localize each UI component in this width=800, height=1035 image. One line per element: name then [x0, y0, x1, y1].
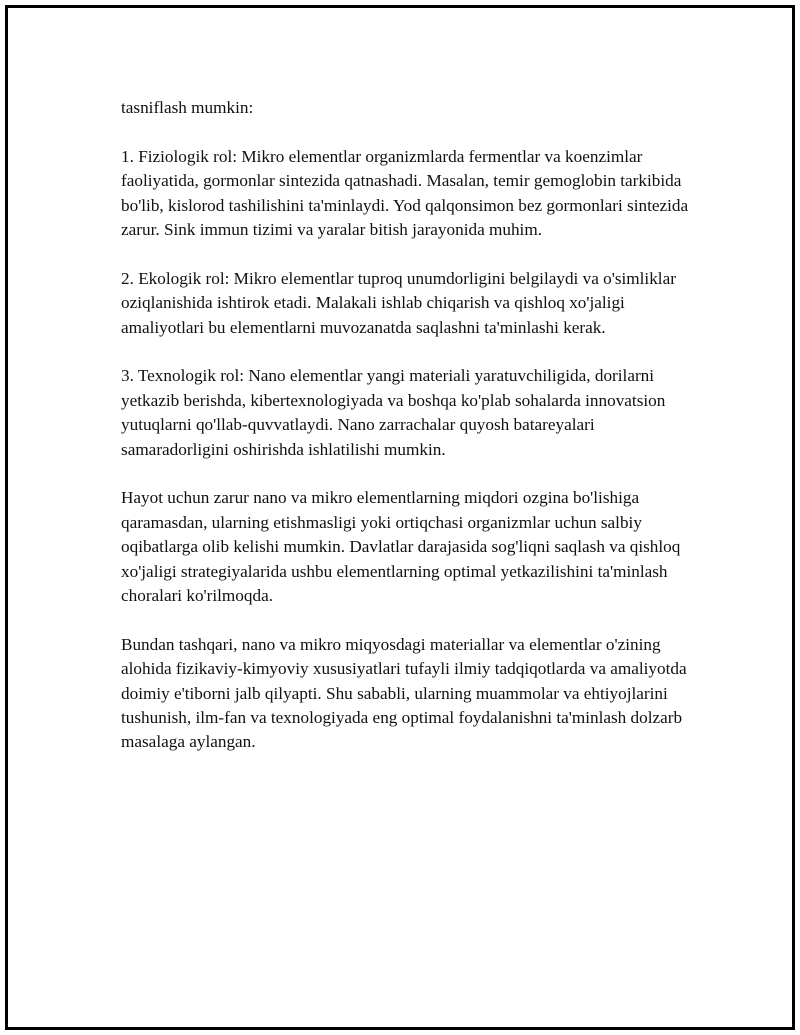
paragraph-deficiency-impact: Hayot uchun zarur nano va mikro elementlarning miqdori ozgina bo'lishiga qaramasdan, ularning etishmasligi yoki ortiqchasi organizmlar uchun salbiy oqibatlarga olib kelishi mumkin. Davlatlar darajasida sog'liqni saqlash va qishloq xo'jaligi strategiyalarida ushbu elementlarning optimal yetkazilishini ta'minlash choralari ko'rilmoqda.: [121, 488, 681, 606]
paragraph-conclusion: Bundan tashqari, nano va mikro miqyosdagi materiallar va elementlar o'zining alohida fizikaviy-kimyoviy xususiyatlari tufayli ilmiy tadqiqotlarda va amaliyotda doimiy e'tiborni jalb qilyapti. Shu sababli, ularning muammolar va ehtiyojlarini tushunish, ilm-fan va texnologiyada eng optimal foydalanishni ta'minlash dolzarb masalaga aylangan.: [121, 634, 687, 752]
paragraph-technological-role: 3. Texnologik rol: Nano elementlar yangi materiali yaratuvchiligida, dorilarni yetkazib berishda, kibertexnologiyada va boshqa ko'plab sohalarda innovatsion yutuqlarni qo'llab-quvvatlaydi. Nano zarrachalar quyosh batareyalari samaradorligini oshirishda ishlatilishi mumkin.: [121, 366, 666, 459]
paragraph-intro: tasniflash mumkin:: [121, 98, 254, 117]
paragraph-physiological-role: 1. Fiziologik rol: Mikro elementlar organizmlarda fermentlar va koenzimlar faoliyatida, gormonlar sintezida qatnashadi. Masalan, temir gemoglobin tarkibida bo'lib, kislorod tashilishini ta'minlaydi. Yod qalqonsimon bez gormonlari sintezida zarur. Sink immun tizimi va yaralar bitish jarayonida muhim.: [121, 146, 689, 240]
document-page: [5, 5, 795, 1030]
document-body: [121, 96, 701, 779]
paragraph-ecological-role: 2. Ekologik rol: Mikro elementlar tuproq unumdorligini belgilaydi va o'simliklar oziqlanishida ishtirok etadi. Malakali ishlab chiqarish va qishloq xo'jaligi amaliyotlari bu elementlarni muvozanatda saqlashni ta'minlashi kerak.: [121, 268, 676, 337]
